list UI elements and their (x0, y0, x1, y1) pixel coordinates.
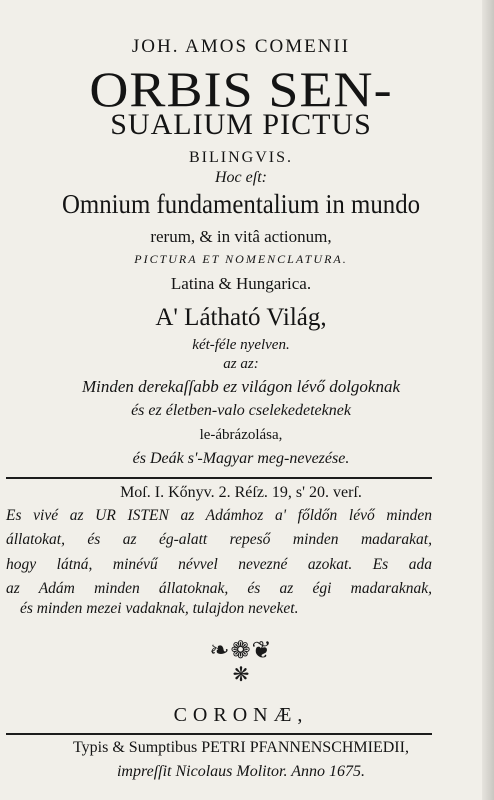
author-line: JOH. AMOS COMENII (131, 36, 351, 57)
hungarian-line-5: le-ábrázolása, (199, 427, 283, 443)
latin-line-4: Latina & Hungarica. (170, 274, 312, 293)
latin-line-3: PICTURA ET NOMENCLATURA. (134, 252, 348, 266)
quote-line-3: hogy látná, minévű névvel nevezné azokat. Es ada (6, 556, 432, 573)
latin-line-2: rerum, & in vitâ actionum, (150, 227, 332, 246)
hungarian-line-4: és ez életben-valo cselekedeteknek (131, 402, 351, 419)
hungarian-line-2: az az: (223, 356, 259, 372)
imprint-place: CORONÆ, (173, 704, 309, 726)
scripture-reference: Moſ. I. Kőnyv. 2. Réſz. 19, s' 20. verſ. (120, 484, 362, 501)
quote-line-5: és minden mezei vadaknak, tulajdon neveket. (20, 600, 299, 617)
page-edge (482, 0, 494, 800)
hungarian-line-1: két-féle nyelven. (192, 337, 290, 353)
quote-line-1: Es vivé az UR ISTEN az Adámhoz a' főldőn lévő minden (6, 507, 432, 524)
bottom-rule (6, 733, 432, 735)
title-line-1: ORBIS SEN- (89, 61, 393, 117)
latin-line-1: Omnium fundamentalium in mundo (61, 189, 421, 219)
title-line-2: SUALIUM PICTUS (110, 108, 372, 141)
hungarian-title: A' Látható Világ, (155, 304, 327, 331)
imprint-line-1: Typis & Sumptibus PETRI PFANNENSCHMIEDII, (73, 739, 409, 756)
hungarian-line-6: és Deák s'-Magyar meg-nevezése. (132, 450, 350, 467)
hoc-est: Hoc eſt: (215, 169, 267, 186)
quote-line-4: az Adám minden állatoknak, és az égi madaraknak, (6, 580, 432, 597)
imprint-line-2: impreſſit Nicolaus Molitor. Anno 1675. (116, 763, 365, 780)
top-rule (6, 477, 432, 479)
printers-ornament-icon: ❧❁❦ (209, 638, 273, 664)
quote-line-2: állatokat, és az ég-alatt repeső minden madarakat, (6, 531, 432, 548)
hungarian-line-3: Minden derekaſſabb ez világon lévő dolgoknak (81, 377, 401, 396)
printers-ornament-small-icon: ❋ (232, 664, 250, 686)
title-line-3: BILINGVIS. (189, 149, 293, 166)
